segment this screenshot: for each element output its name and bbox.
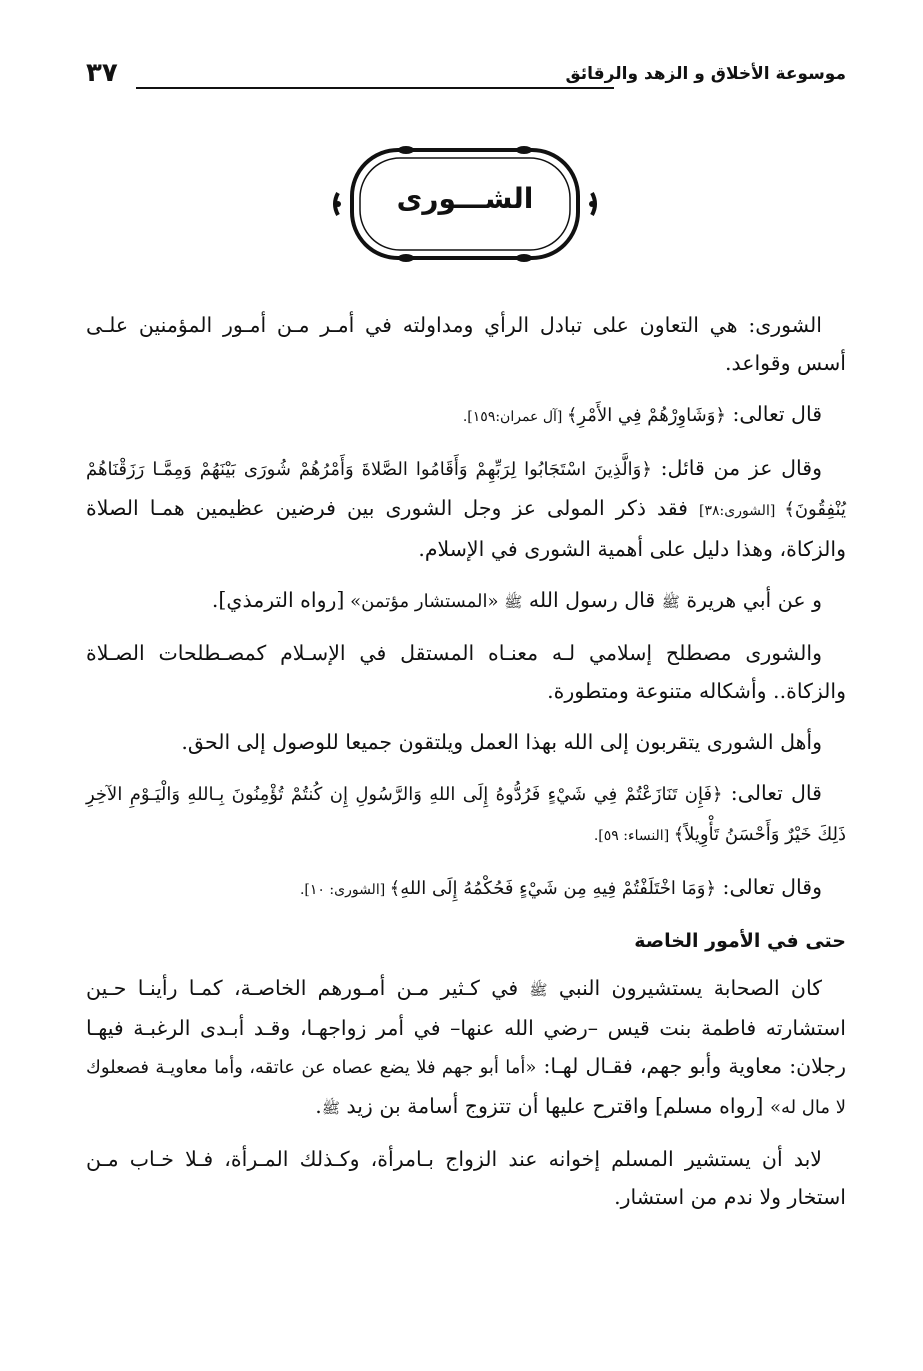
quran-verse: ﴿فَإِن تَنَازَعْتُمْ فِي شَيْءٍ فَرُدُّوهُ إِلَى اللهِ وَالرَّسُولِ إِن كُنتُمْ تُؤْمِنُونَ بِـاللهِ وَالْيَـوْمِ الآخِرِ ذَلِكَ خَيْرٌ وَأَحْسَنُ تَأْوِيلاً﴾ (86, 784, 846, 845)
hadith-intro: قال رسول الله (522, 588, 662, 612)
verse-reference: [آل عمران:١٥٩]. (462, 409, 567, 425)
paragraph-verse-4 (86, 868, 846, 909)
story-conclusion: [رواه مسلم] واقترح عليها أن تتزوج أسامة بن زيد (339, 1094, 770, 1118)
page-header (86, 58, 846, 100)
honorific-icon: ﷺ (321, 1099, 340, 1117)
page-number: ٣٧ (86, 58, 118, 88)
paragraph-verse-2 (86, 449, 846, 568)
narrator-intro: و عن أبي هريرة (679, 588, 822, 612)
quran-verse: ﴿وَمَا اخْتَلَفْتُمْ فِيهِ مِن شَيْءٍ فَحُكْمُهُ إِلَى اللهِ﴾ (389, 878, 717, 899)
paragraph-definition: الشورى: هي التعاون على تبادل الرأي ومداولته في أمـر مـن أمـور المؤمنين علـى أسس وقواعد. (86, 313, 846, 375)
verse-reference: [الشورى: ١٠]. (299, 882, 390, 898)
section-subheading: حتى في الأمور الخاصة (634, 930, 846, 952)
paragraph-verse-1 (86, 395, 846, 436)
verse-intro: قال تعالى: (722, 781, 822, 805)
honorific-icon: ﷺ (529, 981, 548, 999)
verse-reference: [النساء: ٥٩]. (593, 828, 674, 844)
paragraph-companions (86, 969, 846, 1127)
verse-intro: قال تعالى: (725, 402, 822, 426)
verse-reference: [الشورى:٣٨] (699, 503, 785, 519)
honorific-icon: ﷺ (661, 593, 680, 611)
hadith-source: [رواه الترمذي]. (211, 588, 345, 612)
hadith-quote: «المستشار مؤتمن» (344, 591, 505, 612)
running-title: موسوعة الأخلاق و الزهد والرقائق (565, 64, 846, 84)
paragraph-marriage: لابد أن يستشير المسلم إخوانه عند الزواج بـامرأة، وكـذلك المـرأة، فـلا خـاب مـن استخار ولا ندم من استشار. (86, 1147, 846, 1209)
quran-verse: ﴿وَالَّذِينَ اسْتَجَابُوا لِرَبِّهِمْ وَأَقَامُوا الصَّلاةَ وَأَمْرُهُمْ شُورَى بَيْنَهُمْ وَمِمَّـا رَزَقْنَاهُمْ يُنْفِقُونَ﴾ (86, 459, 846, 520)
verse-intro: وقال تعالى: (716, 875, 822, 899)
chapter-title: الشـــورى (396, 182, 534, 215)
header-rule (136, 87, 614, 89)
paragraph-term: والشورى مصطلح إسلامي لـه معنـاه المستقل في الإسـلام كمصـطلحات الصـلاة والزكاة.. وأشكاله متنوعة ومتطورة. (86, 641, 846, 703)
article-body (86, 306, 846, 1229)
paragraph-hadith (86, 581, 846, 621)
paragraph-people: وأهل الشورى يتقربون إلى الله بهذا العمل ويلتقون جميعا للوصول إلى الحق. (181, 730, 822, 754)
companions-intro: كان الصحابة يستشيرون النبي (547, 976, 822, 1000)
honorific-icon: ﷺ (504, 593, 523, 611)
quran-verse: ﴿وَشَاوِرْهُمْ فِي الأَمْرِ﴾ (566, 405, 726, 426)
paragraph-verse-3 (86, 774, 846, 855)
sentence-end: . (315, 1094, 322, 1118)
story-text: في كـثير مـن أمـورهم الخاصـة، كمـا رأينـا حـين استشارته فاطمة بنت قيس –رضي الله عنها– في أمر زواجهـا، وقـد أبـدى الرغبـة فيهـا رجلان: معاوية وأبو جهم، فقـال لهـا: (86, 976, 846, 1078)
verse-intro: وقال عز من قائل: (651, 456, 822, 480)
chapter-title-frame (330, 138, 600, 268)
commentary: فقد ذكر المولى عز وجل الشورى بين فرضين عظيمين همـا الصلاة والزكاة، وهذا دليل على أهمية الشورى في الإسلام. (86, 496, 846, 561)
hadith-quote: «أما أبو جهم فلا يضع عصاه عن عاتقه، وأما معاويـة فصعلوك لا مال له» (86, 1057, 846, 1118)
